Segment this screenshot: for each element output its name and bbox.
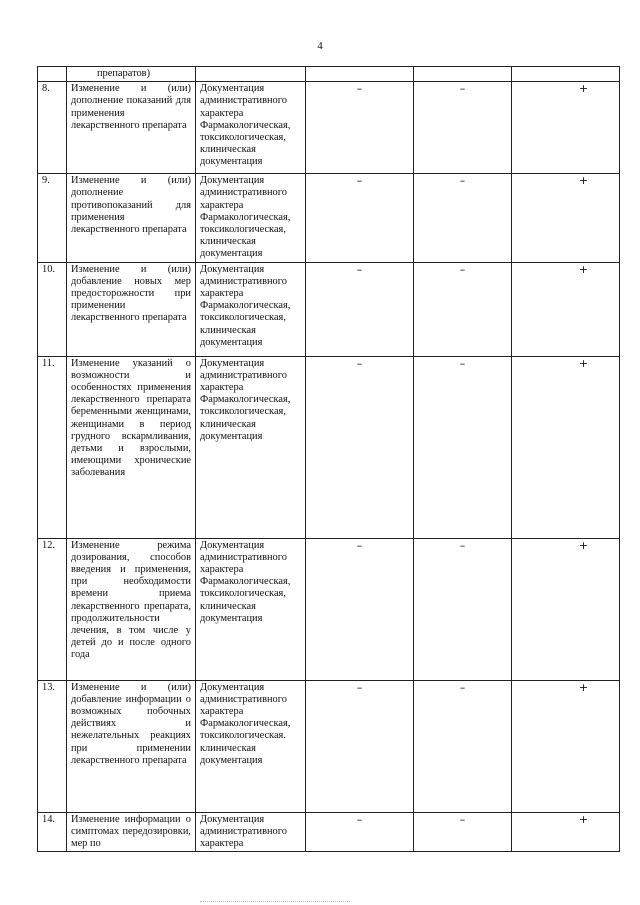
table-row — [38, 174, 620, 262]
change-description: Изменение и (или) добавление новых мер предосторожности при применении лекарственного препарата — [67, 262, 196, 356]
change-cell: препаратов) — [67, 67, 196, 82]
mark-cell: + — [512, 174, 620, 262]
mark-cell: – — [306, 356, 414, 538]
documentation: Документация административного характера Фармакологическая, токсикологическая, клиническая документация — [196, 82, 306, 174]
table-row — [38, 262, 620, 356]
documentation: Документация административного характера Фармакологическая, токсикологическая, клиническая документация — [196, 174, 306, 262]
row-number: 9. — [38, 174, 67, 262]
table-row — [38, 82, 620, 174]
table-row — [38, 538, 620, 680]
scan-artifact — [200, 901, 350, 903]
documentation: Документация административного характера Фармакологическая, токсикологическая. клиническая документация — [196, 680, 306, 812]
table-row — [38, 67, 620, 82]
mark-cell: + — [512, 812, 620, 852]
table-row — [38, 812, 620, 852]
mark-cell: – — [306, 262, 414, 356]
mark-cell — [306, 67, 414, 82]
row-number: 8. — [38, 82, 67, 174]
change-description: Изменение и (или) добавление информации о возможных побочных действиях и нежелательных реакциях при применении лекарственного препарата — [67, 680, 196, 812]
mark-cell: – — [306, 812, 414, 852]
documentation: Документация административного характера Фармакологическая, токсикологическая, клиническая документация — [196, 262, 306, 356]
num-cell — [38, 67, 67, 82]
mark-cell: + — [512, 262, 620, 356]
row-number: 10. — [38, 262, 67, 356]
row-number: 14. — [38, 812, 67, 852]
mark-cell: + — [512, 680, 620, 812]
mark-cell: – — [306, 538, 414, 680]
docs-cell — [196, 67, 306, 82]
changes-table — [37, 66, 620, 852]
mark-cell: – — [414, 262, 512, 356]
mark-cell — [414, 67, 512, 82]
change-description: Изменение и (или) дополнение противопоказаний для применения лекарственного препарата — [67, 174, 196, 262]
documentation: Документация административного характера Фармакологическая, токсикологическая, клиническая документация — [196, 356, 306, 538]
mark-cell: + — [512, 538, 620, 680]
mark-cell: – — [414, 174, 512, 262]
change-description: Изменение режима дозирования, способов введения и применения, при необходимости времени приема лекарственного препарата, продолжительности лечения, в том числе у детей до и после одного года — [67, 538, 196, 680]
documentation: Документация административного характера Фармакологическая, токсикологическая, клиническая документация — [196, 538, 306, 680]
row-number: 12. — [38, 538, 67, 680]
mark-cell: – — [414, 812, 512, 852]
table-row — [38, 356, 620, 538]
row-number: 11. — [38, 356, 67, 538]
page-number: 4 — [317, 40, 323, 52]
change-description: Изменение указаний о возможности и особенностях применения лекарственного препарата беременными женщинами, женщинами в период грудного вскармливания, детьми и взрослыми, имеющими хронические заболевания — [67, 356, 196, 538]
row-number: 13. — [38, 680, 67, 812]
mark-cell: – — [306, 680, 414, 812]
mark-cell: + — [512, 356, 620, 538]
mark-cell: – — [306, 82, 414, 174]
mark-cell: – — [414, 538, 512, 680]
documentation: Документация административного характера — [196, 812, 306, 852]
mark-cell: – — [414, 356, 512, 538]
mark-cell: – — [414, 680, 512, 812]
mark-cell: – — [306, 174, 414, 262]
change-description: Изменение и (или) дополнение показаний для применения лекарственного препарата — [67, 82, 196, 174]
mark-cell — [512, 67, 620, 82]
change-description: Изменение информации о симптомах передозировки, мер по — [67, 812, 196, 852]
table-row — [38, 680, 620, 812]
mark-cell: + — [512, 82, 620, 174]
mark-cell: – — [414, 82, 512, 174]
